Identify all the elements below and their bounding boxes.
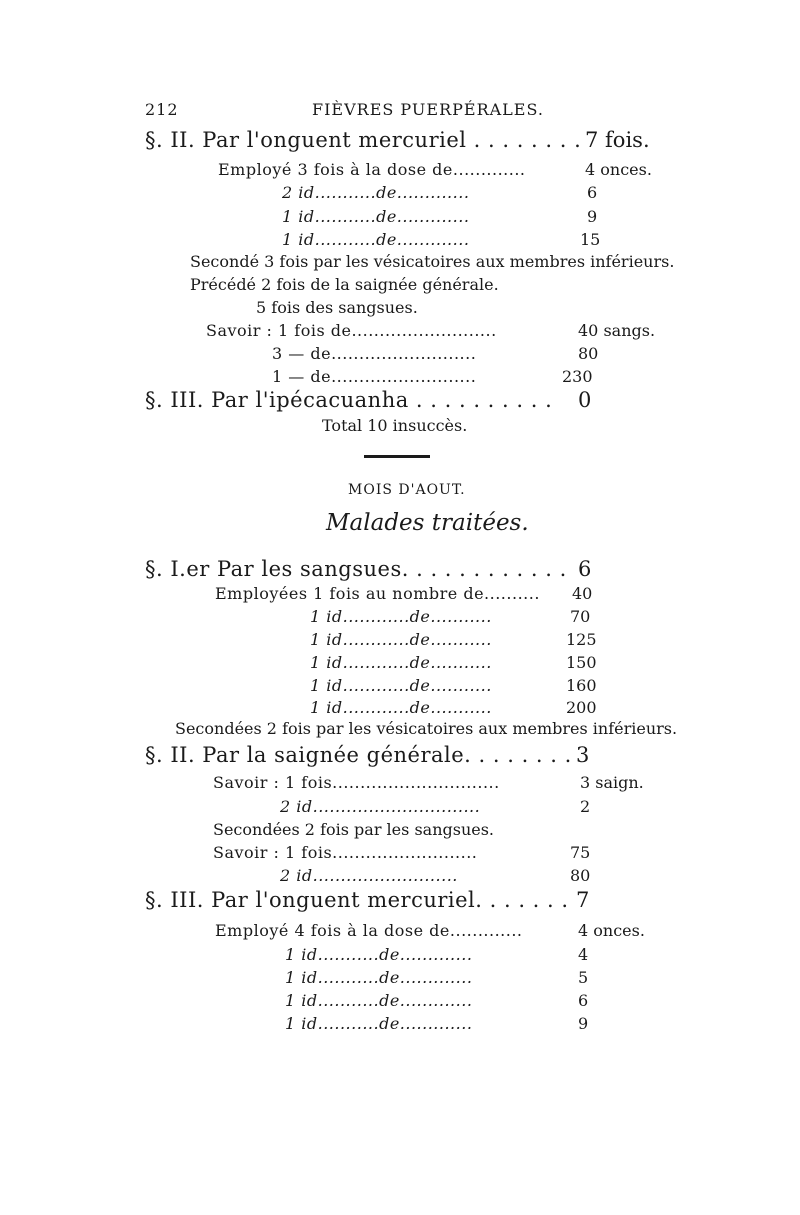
dose-row-label: 1 id............de...........	[310, 607, 492, 626]
dose-row-label: 1 id...........de.............	[282, 230, 470, 249]
dose-row-label: Employé 3 fois à la dose de.............	[218, 160, 526, 179]
note-line: Précédé 2 fois de la saignée générale.	[190, 275, 499, 294]
dose-row-value: 2	[580, 797, 591, 816]
section-heading: §. III. Par l'onguent mercuriel. . . . . . .	[145, 888, 569, 912]
section-divider	[364, 455, 430, 458]
dose-row-value: 200	[566, 698, 597, 717]
section-count: 3	[576, 743, 590, 767]
dose-row-label: 1 id............de...........	[310, 676, 492, 695]
dose-row-label: 2 id..............................	[280, 797, 481, 816]
dose-row-value: 4 onces.	[578, 921, 645, 940]
dose-row-value: 4 onces.	[585, 160, 652, 179]
dose-row-label: 1 id...........de.............	[282, 207, 470, 226]
section-count: 0	[578, 388, 592, 412]
section-heading: §. I.er Par les sangsues. . . . . . . . . . . .	[145, 557, 567, 581]
savoir-row-label: 3 — de..........................	[272, 344, 477, 363]
dose-row-label: 1 id...........de.............	[285, 1014, 473, 1033]
dose-row-label: 1 id...........de.............	[285, 991, 473, 1010]
savoir-row-value: 40 sangs.	[578, 321, 656, 340]
dose-row-value: 15	[580, 230, 601, 249]
section-heading: §. II. Par la saignée générale. . . . . . . .	[145, 743, 572, 767]
dose-row-label: 2 id...........de.............	[282, 183, 470, 202]
savoir-row-label: 1 — de..........................	[272, 367, 477, 386]
dose-row-value: 150	[566, 653, 597, 672]
section-count: 6	[578, 557, 592, 581]
dose-row-value: 70	[570, 607, 591, 626]
note-line: 5 fois des sangsues.	[256, 298, 418, 317]
savoir-row-value: 80	[578, 344, 599, 363]
section-count: 7 fois.	[585, 128, 650, 152]
savoir-row-value: 80	[570, 866, 591, 885]
dose-row-value: 9	[587, 207, 598, 226]
savoir-row-label: 2 id..........................	[280, 866, 458, 885]
dose-row-label: 1 id............de...........	[310, 698, 492, 717]
dose-row-label: 1 id............de...........	[310, 653, 492, 672]
dose-row-value: 6	[587, 183, 598, 202]
dose-row-value: 4	[578, 945, 589, 964]
savoir-row-value: 230	[562, 367, 593, 386]
dose-row-value: 5	[578, 968, 589, 987]
savoir-row-label: Savoir : 1 fois de..........................	[206, 321, 497, 340]
dose-row-value: 125	[566, 630, 597, 649]
month-heading: MOIS D'AOUT.	[348, 482, 466, 498]
dose-row-label: 1 id...........de.............	[285, 945, 473, 964]
note-line: Secondées 2 fois par les vésicatoires aux membres inférieurs.	[175, 719, 678, 738]
savoir-row-value: 75	[570, 843, 591, 862]
month-subheading: Malades traitées.	[326, 510, 529, 536]
dose-row-label: Employé 4 fois à la dose de.............	[215, 921, 523, 940]
dose-row-label: Employées 1 fois au nombre de..........	[215, 584, 540, 603]
note-line: Secondé 3 fois par les vésicatoires aux membres inférieurs.	[190, 252, 675, 271]
note-line: Secondées 2 fois par les sangsues.	[213, 820, 495, 839]
section-count: 7	[576, 888, 590, 912]
savoir-row-label: Savoir : 1 fois..........................	[213, 843, 478, 862]
dose-row-value: 9	[578, 1014, 589, 1033]
page-number: 212	[145, 100, 179, 119]
dose-row-label: 1 id...........de.............	[285, 968, 473, 987]
dose-row-value: 160	[566, 676, 597, 695]
total-line: Total 10 insuccès.	[322, 416, 468, 435]
dose-row-value: 3 saign.	[580, 773, 644, 792]
dose-row-label: 1 id............de...........	[310, 630, 492, 649]
dose-row-value: 40	[572, 584, 593, 603]
dose-row-label: Savoir : 1 fois..............................	[213, 773, 500, 792]
dose-row-value: 6	[578, 991, 589, 1010]
section-heading: §. II. Par l'onguent mercuriel . . . . . . . .	[145, 128, 582, 152]
section-heading: §. III. Par l'ipécacuanha . . . . . . . . . .	[145, 388, 553, 412]
running-title: FIÈVRES PUERPÉRALES.	[312, 100, 544, 119]
